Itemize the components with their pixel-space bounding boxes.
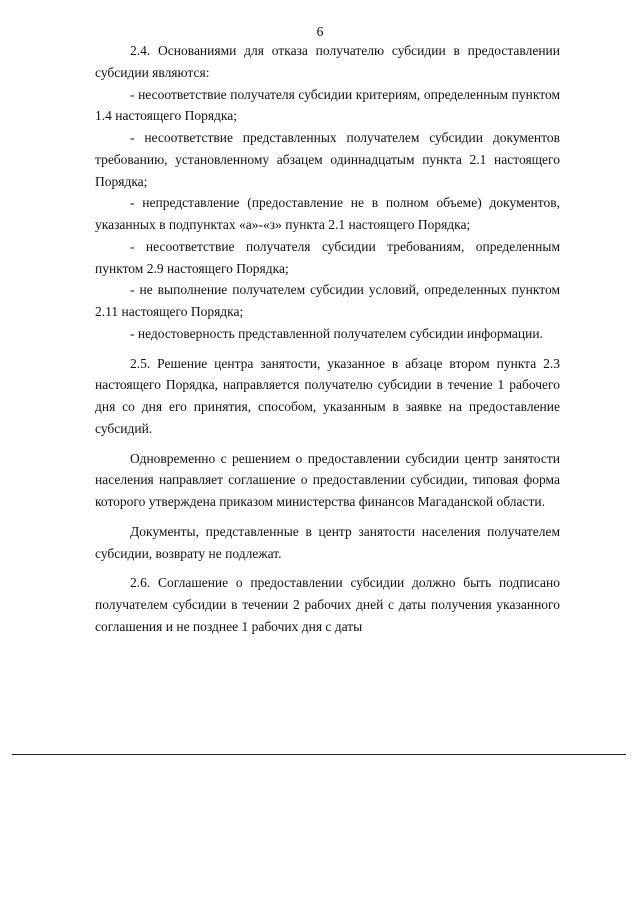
list-item-non-submission: - непредставление (предоставление не в полном объеме) документов, указанных в подпунктах «а»-«з» пункта 2.1 настоящего Порядка; [95,195,560,232]
list-item-documents-requirement: - несоответствие представленных получателем субсидии документов требованию, установленному абзацем одиннадцатым пункта 2.1 настоящего Порядка; [95,130,560,189]
list-item-conditions: - не выполнение получателем субсидии условий, определенных пунктом 2.11 настоящего Порядка; [95,282,560,319]
list-item-requirements: - несоответствие получателя субсидии требованиям, определенным пунктом 2.9 настоящего Порядка; [95,238,560,276]
page-number: 6 [316,24,324,39]
paragraph-documents-not-returned: Документы, представленные в центр занятости населения получателем субсидии, возврату не подлежат. [95,523,560,561]
paragraph-2-5: 2.5. Решение центра занятости, указанное в абзаце втором пункта 2.3 настоящего Порядка, направляется получателю субсидии в течение 1 рабочего дня со дня его принятия, способом, указанным в заявке на предоставление субсидий. [95,355,560,436]
list-item-unreliable-info: - недостоверность представленной получателем субсидии информации. [130,325,543,341]
paragraph-2-6: 2.6. Соглашение о предоставлении субсидии должно быть подписано получателем субсидии в течении 2 рабочих дней с даты получения указанного соглашения и не позднее 1 рабочих дня с даты [95,575,560,634]
footer-divider [12,754,626,755]
paragraph-2-4-intro: 2.4. Основаниями для отказа получателю субсидии в предоставлении субсидии являются: [95,43,560,80]
paragraph-agreement-sending: Одновременно с решением о предоставлении субсидии центр занятости населения направляет соглашение о предоставлении субсидии, типовая форма которого утверждена приказом министерства финансов Магаданской области. [95,450,560,509]
document-body [95,40,560,638]
list-item-criteria: - несоответствие получателя субсидии критериям, определенным пунктом 1.4 настоящего Порядка; [95,86,560,124]
